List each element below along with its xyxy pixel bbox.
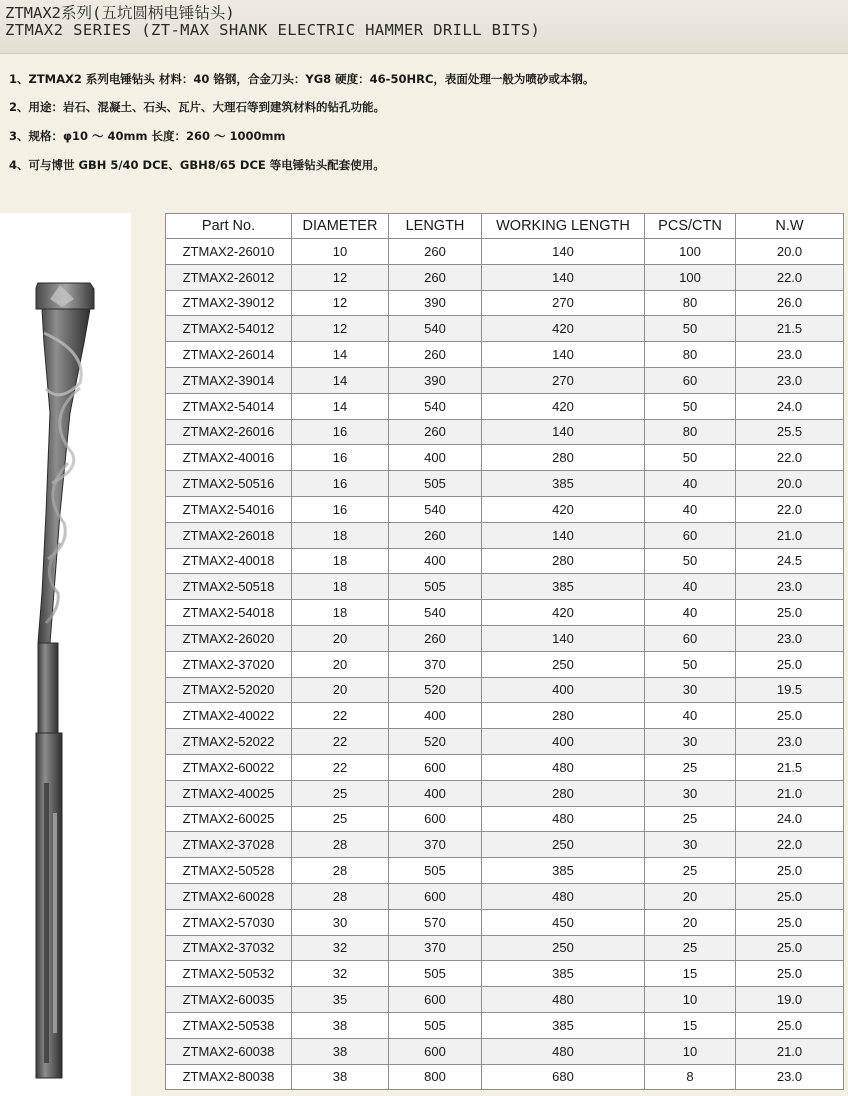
cell-nw: 19.5 xyxy=(736,677,844,703)
cell-diameter: 28 xyxy=(292,858,389,884)
cell-diameter: 18 xyxy=(292,574,389,600)
cell-working-length: 270 xyxy=(482,290,645,316)
cell-nw: 21.5 xyxy=(736,754,844,780)
cell-part-no: ZTMAX2-26014 xyxy=(166,342,292,368)
table-row xyxy=(166,290,844,316)
cell-pcs-ctn: 30 xyxy=(645,780,736,806)
cell-part-no: ZTMAX2-39014 xyxy=(166,367,292,393)
table-row xyxy=(166,393,844,419)
spec-table-container xyxy=(165,213,844,1090)
cell-diameter: 20 xyxy=(292,625,389,651)
cell-working-length: 420 xyxy=(482,496,645,522)
cell-diameter: 20 xyxy=(292,677,389,703)
cell-length: 800 xyxy=(389,1064,482,1090)
cell-part-no: ZTMAX2-80038 xyxy=(166,1064,292,1090)
cell-pcs-ctn: 50 xyxy=(645,445,736,471)
cell-length: 400 xyxy=(389,780,482,806)
cell-working-length: 385 xyxy=(482,858,645,884)
table-row xyxy=(166,445,844,471)
table-row xyxy=(166,987,844,1013)
col-header-length: LENGTH xyxy=(389,214,482,239)
spec-table xyxy=(165,213,844,1090)
cell-length: 505 xyxy=(389,1012,482,1038)
cell-nw: 23.0 xyxy=(736,367,844,393)
cell-nw: 21.0 xyxy=(736,1038,844,1064)
cell-pcs-ctn: 60 xyxy=(645,522,736,548)
table-row xyxy=(166,651,844,677)
cell-nw: 21.0 xyxy=(736,780,844,806)
cell-diameter: 18 xyxy=(292,548,389,574)
table-row xyxy=(166,780,844,806)
cell-pcs-ctn: 50 xyxy=(645,651,736,677)
cell-pcs-ctn: 40 xyxy=(645,703,736,729)
cell-working-length: 280 xyxy=(482,445,645,471)
cell-pcs-ctn: 10 xyxy=(645,987,736,1013)
cell-length: 600 xyxy=(389,806,482,832)
cell-length: 260 xyxy=(389,625,482,651)
cell-part-no: ZTMAX2-60038 xyxy=(166,1038,292,1064)
cell-nw: 24.5 xyxy=(736,548,844,574)
cell-length: 600 xyxy=(389,987,482,1013)
cell-working-length: 270 xyxy=(482,367,645,393)
cell-diameter: 14 xyxy=(292,342,389,368)
cell-length: 370 xyxy=(389,935,482,961)
cell-part-no: ZTMAX2-60035 xyxy=(166,987,292,1013)
cell-pcs-ctn: 30 xyxy=(645,729,736,755)
cell-diameter: 20 xyxy=(292,651,389,677)
cell-pcs-ctn: 50 xyxy=(645,316,736,342)
table-row xyxy=(166,858,844,884)
table-row xyxy=(166,806,844,832)
cell-working-length: 385 xyxy=(482,961,645,987)
cell-pcs-ctn: 15 xyxy=(645,1012,736,1038)
cell-nw: 25.5 xyxy=(736,419,844,445)
cell-length: 600 xyxy=(389,1038,482,1064)
title-english: ZTMAX2 SERIES (ZT-MAX SHANK ELECTRIC HAMMER DRILL BITS) xyxy=(5,21,541,39)
title-chinese: ZTMAX2系列(五坑圆柄电锤钻头) xyxy=(5,4,235,22)
cell-diameter: 10 xyxy=(292,239,389,265)
cell-working-length: 140 xyxy=(482,522,645,548)
cell-nw: 24.0 xyxy=(736,393,844,419)
cell-length: 390 xyxy=(389,290,482,316)
cell-pcs-ctn: 50 xyxy=(645,548,736,574)
col-header-working-length: WORKING LENGTH xyxy=(482,214,645,239)
cell-part-no: ZTMAX2-26018 xyxy=(166,522,292,548)
cell-diameter: 32 xyxy=(292,961,389,987)
table-row xyxy=(166,496,844,522)
cell-part-no: ZTMAX2-50516 xyxy=(166,471,292,497)
cell-part-no: ZTMAX2-54018 xyxy=(166,600,292,626)
cell-length: 370 xyxy=(389,832,482,858)
cell-length: 540 xyxy=(389,496,482,522)
cell-working-length: 140 xyxy=(482,419,645,445)
cell-part-no: ZTMAX2-54016 xyxy=(166,496,292,522)
table-row xyxy=(166,729,844,755)
header-bar xyxy=(0,0,848,54)
drill-bit-image xyxy=(0,213,131,1096)
cell-part-no: ZTMAX2-37028 xyxy=(166,832,292,858)
cell-pcs-ctn: 20 xyxy=(645,909,736,935)
cell-working-length: 250 xyxy=(482,832,645,858)
product-image-panel xyxy=(0,213,131,1096)
table-row xyxy=(166,703,844,729)
cell-diameter: 16 xyxy=(292,471,389,497)
cell-working-length: 385 xyxy=(482,471,645,497)
table-header-row xyxy=(166,214,844,239)
cell-length: 400 xyxy=(389,548,482,574)
col-header-pcs-ctn: PCS/CTN xyxy=(645,214,736,239)
cell-length: 540 xyxy=(389,393,482,419)
table-row xyxy=(166,935,844,961)
cell-diameter: 22 xyxy=(292,729,389,755)
cell-working-length: 250 xyxy=(482,651,645,677)
table-row xyxy=(166,522,844,548)
table-row xyxy=(166,471,844,497)
cell-pcs-ctn: 20 xyxy=(645,883,736,909)
cell-nw: 24.0 xyxy=(736,806,844,832)
cell-part-no: ZTMAX2-52022 xyxy=(166,729,292,755)
cell-working-length: 420 xyxy=(482,393,645,419)
cell-diameter: 25 xyxy=(292,780,389,806)
cell-part-no: ZTMAX2-50538 xyxy=(166,1012,292,1038)
cell-length: 520 xyxy=(389,677,482,703)
table-row xyxy=(166,1038,844,1064)
cell-pcs-ctn: 40 xyxy=(645,496,736,522)
cell-working-length: 385 xyxy=(482,1012,645,1038)
cell-working-length: 480 xyxy=(482,754,645,780)
cell-pcs-ctn: 8 xyxy=(645,1064,736,1090)
cell-part-no: ZTMAX2-26020 xyxy=(166,625,292,651)
table-row xyxy=(166,1012,844,1038)
cell-nw: 25.0 xyxy=(736,703,844,729)
cell-working-length: 140 xyxy=(482,342,645,368)
cell-nw: 21.0 xyxy=(736,522,844,548)
cell-diameter: 14 xyxy=(292,393,389,419)
cell-working-length: 480 xyxy=(482,987,645,1013)
cell-length: 540 xyxy=(389,316,482,342)
cell-pcs-ctn: 80 xyxy=(645,290,736,316)
cell-working-length: 250 xyxy=(482,935,645,961)
table-row xyxy=(166,316,844,342)
table-row xyxy=(166,239,844,265)
cell-length: 570 xyxy=(389,909,482,935)
cell-length: 600 xyxy=(389,754,482,780)
cell-pcs-ctn: 80 xyxy=(645,419,736,445)
cell-part-no: ZTMAX2-26010 xyxy=(166,239,292,265)
cell-diameter: 18 xyxy=(292,600,389,626)
cell-pcs-ctn: 30 xyxy=(645,832,736,858)
cell-working-length: 680 xyxy=(482,1064,645,1090)
cell-length: 520 xyxy=(389,729,482,755)
cell-length: 505 xyxy=(389,858,482,884)
cell-diameter: 14 xyxy=(292,367,389,393)
cell-diameter: 38 xyxy=(292,1064,389,1090)
cell-part-no: ZTMAX2-40018 xyxy=(166,548,292,574)
table-row xyxy=(166,1064,844,1090)
cell-working-length: 420 xyxy=(482,600,645,626)
cell-diameter: 35 xyxy=(292,987,389,1013)
spec-line-material: 1、ZTMAX2 系列电锤钻头 材料：40 铬钢，合金刀头：YG8 硬度：46-50HRC，表面处理一般为喷砂或本钢。 xyxy=(9,72,595,86)
cell-pcs-ctn: 50 xyxy=(645,393,736,419)
cell-nw: 23.0 xyxy=(736,342,844,368)
table-row xyxy=(166,909,844,935)
cell-nw: 22.0 xyxy=(736,264,844,290)
cell-part-no: ZTMAX2-40022 xyxy=(166,703,292,729)
cell-diameter: 12 xyxy=(292,316,389,342)
cell-pcs-ctn: 40 xyxy=(645,600,736,626)
cell-nw: 23.0 xyxy=(736,729,844,755)
cell-length: 600 xyxy=(389,883,482,909)
cell-part-no: ZTMAX2-26012 xyxy=(166,264,292,290)
cell-part-no: ZTMAX2-50518 xyxy=(166,574,292,600)
table-row xyxy=(166,342,844,368)
cell-diameter: 38 xyxy=(292,1012,389,1038)
cell-part-no: ZTMAX2-37032 xyxy=(166,935,292,961)
cell-pcs-ctn: 40 xyxy=(645,471,736,497)
cell-pcs-ctn: 100 xyxy=(645,264,736,290)
cell-working-length: 480 xyxy=(482,1038,645,1064)
cell-part-no: ZTMAX2-50532 xyxy=(166,961,292,987)
cell-pcs-ctn: 60 xyxy=(645,625,736,651)
table-row xyxy=(166,754,844,780)
table-row xyxy=(166,574,844,600)
cell-part-no: ZTMAX2-40016 xyxy=(166,445,292,471)
cell-working-length: 480 xyxy=(482,806,645,832)
cell-diameter: 18 xyxy=(292,522,389,548)
spec-line-compatibility: 4、可与博世 GBH 5/40 DCE、GBH8/65 DCE 等电锤钻头配套使用。 xyxy=(9,158,385,172)
cell-nw: 21.5 xyxy=(736,316,844,342)
cell-length: 260 xyxy=(389,264,482,290)
table-row xyxy=(166,419,844,445)
cell-diameter: 38 xyxy=(292,1038,389,1064)
cell-nw: 26.0 xyxy=(736,290,844,316)
cell-diameter: 16 xyxy=(292,496,389,522)
cell-part-no: ZTMAX2-50528 xyxy=(166,858,292,884)
cell-nw: 20.0 xyxy=(736,471,844,497)
cell-part-no: ZTMAX2-37020 xyxy=(166,651,292,677)
cell-working-length: 280 xyxy=(482,703,645,729)
cell-pcs-ctn: 100 xyxy=(645,239,736,265)
cell-nw: 19.0 xyxy=(736,987,844,1013)
cell-nw: 25.0 xyxy=(736,1012,844,1038)
cell-diameter: 12 xyxy=(292,264,389,290)
cell-working-length: 400 xyxy=(482,677,645,703)
cell-length: 370 xyxy=(389,651,482,677)
cell-nw: 22.0 xyxy=(736,445,844,471)
cell-working-length: 480 xyxy=(482,883,645,909)
cell-nw: 22.0 xyxy=(736,496,844,522)
cell-length: 260 xyxy=(389,342,482,368)
cell-part-no: ZTMAX2-54014 xyxy=(166,393,292,419)
cell-part-no: ZTMAX2-54012 xyxy=(166,316,292,342)
cell-diameter: 22 xyxy=(292,703,389,729)
cell-diameter: 16 xyxy=(292,445,389,471)
cell-diameter: 30 xyxy=(292,909,389,935)
cell-nw: 20.0 xyxy=(736,239,844,265)
col-header-part-no: Part No. xyxy=(166,214,292,239)
table-row xyxy=(166,832,844,858)
cell-part-no: ZTMAX2-57030 xyxy=(166,909,292,935)
cell-nw: 22.0 xyxy=(736,832,844,858)
table-row xyxy=(166,600,844,626)
cell-nw: 23.0 xyxy=(736,1064,844,1090)
cell-length: 260 xyxy=(389,419,482,445)
cell-pcs-ctn: 25 xyxy=(645,935,736,961)
cell-nw: 25.0 xyxy=(736,651,844,677)
cell-pcs-ctn: 30 xyxy=(645,677,736,703)
cell-working-length: 280 xyxy=(482,780,645,806)
cell-nw: 25.0 xyxy=(736,909,844,935)
cell-working-length: 280 xyxy=(482,548,645,574)
cell-length: 505 xyxy=(389,471,482,497)
table-row xyxy=(166,961,844,987)
cell-nw: 25.0 xyxy=(736,858,844,884)
cell-length: 400 xyxy=(389,703,482,729)
cell-length: 505 xyxy=(389,574,482,600)
table-row xyxy=(166,677,844,703)
cell-pcs-ctn: 40 xyxy=(645,574,736,600)
cell-nw: 25.0 xyxy=(736,600,844,626)
cell-length: 540 xyxy=(389,600,482,626)
cell-working-length: 140 xyxy=(482,239,645,265)
cell-length: 260 xyxy=(389,522,482,548)
cell-length: 400 xyxy=(389,445,482,471)
cell-pcs-ctn: 80 xyxy=(645,342,736,368)
table-row xyxy=(166,264,844,290)
cell-part-no: ZTMAX2-60025 xyxy=(166,806,292,832)
cell-pcs-ctn: 10 xyxy=(645,1038,736,1064)
cell-diameter: 22 xyxy=(292,754,389,780)
cell-diameter: 25 xyxy=(292,806,389,832)
cell-diameter: 32 xyxy=(292,935,389,961)
cell-pcs-ctn: 25 xyxy=(645,806,736,832)
cell-part-no: ZTMAX2-39012 xyxy=(166,290,292,316)
cell-working-length: 420 xyxy=(482,316,645,342)
cell-part-no: ZTMAX2-52020 xyxy=(166,677,292,703)
spec-line-size: 3、规格：φ10 ～ 40mm 长度：260 ～ 1000mm xyxy=(9,129,286,143)
cell-part-no: ZTMAX2-26016 xyxy=(166,419,292,445)
cell-working-length: 140 xyxy=(482,625,645,651)
cell-part-no: ZTMAX2-60022 xyxy=(166,754,292,780)
cell-nw: 25.0 xyxy=(736,961,844,987)
cell-pcs-ctn: 15 xyxy=(645,961,736,987)
cell-nw: 25.0 xyxy=(736,883,844,909)
cell-working-length: 385 xyxy=(482,574,645,600)
cell-pcs-ctn: 60 xyxy=(645,367,736,393)
table-row xyxy=(166,367,844,393)
cell-working-length: 450 xyxy=(482,909,645,935)
cell-nw: 25.0 xyxy=(736,935,844,961)
col-header-diameter: DIAMETER xyxy=(292,214,389,239)
cell-length: 390 xyxy=(389,367,482,393)
table-row xyxy=(166,548,844,574)
cell-diameter: 16 xyxy=(292,419,389,445)
cell-working-length: 400 xyxy=(482,729,645,755)
cell-working-length: 140 xyxy=(482,264,645,290)
cell-diameter: 12 xyxy=(292,290,389,316)
cell-diameter: 28 xyxy=(292,832,389,858)
cell-part-no: ZTMAX2-40025 xyxy=(166,780,292,806)
cell-diameter: 28 xyxy=(292,883,389,909)
col-header-nw: N.W xyxy=(736,214,844,239)
cell-nw: 23.0 xyxy=(736,574,844,600)
cell-nw: 23.0 xyxy=(736,625,844,651)
cell-part-no: ZTMAX2-60028 xyxy=(166,883,292,909)
table-row xyxy=(166,883,844,909)
cell-pcs-ctn: 25 xyxy=(645,858,736,884)
spec-line-usage: 2、用途：岩石、混凝土、石头、瓦片、大理石等到建筑材料的钻孔功能。 xyxy=(9,100,385,114)
cell-length: 505 xyxy=(389,961,482,987)
cell-length: 260 xyxy=(389,239,482,265)
table-row xyxy=(166,625,844,651)
cell-pcs-ctn: 25 xyxy=(645,754,736,780)
